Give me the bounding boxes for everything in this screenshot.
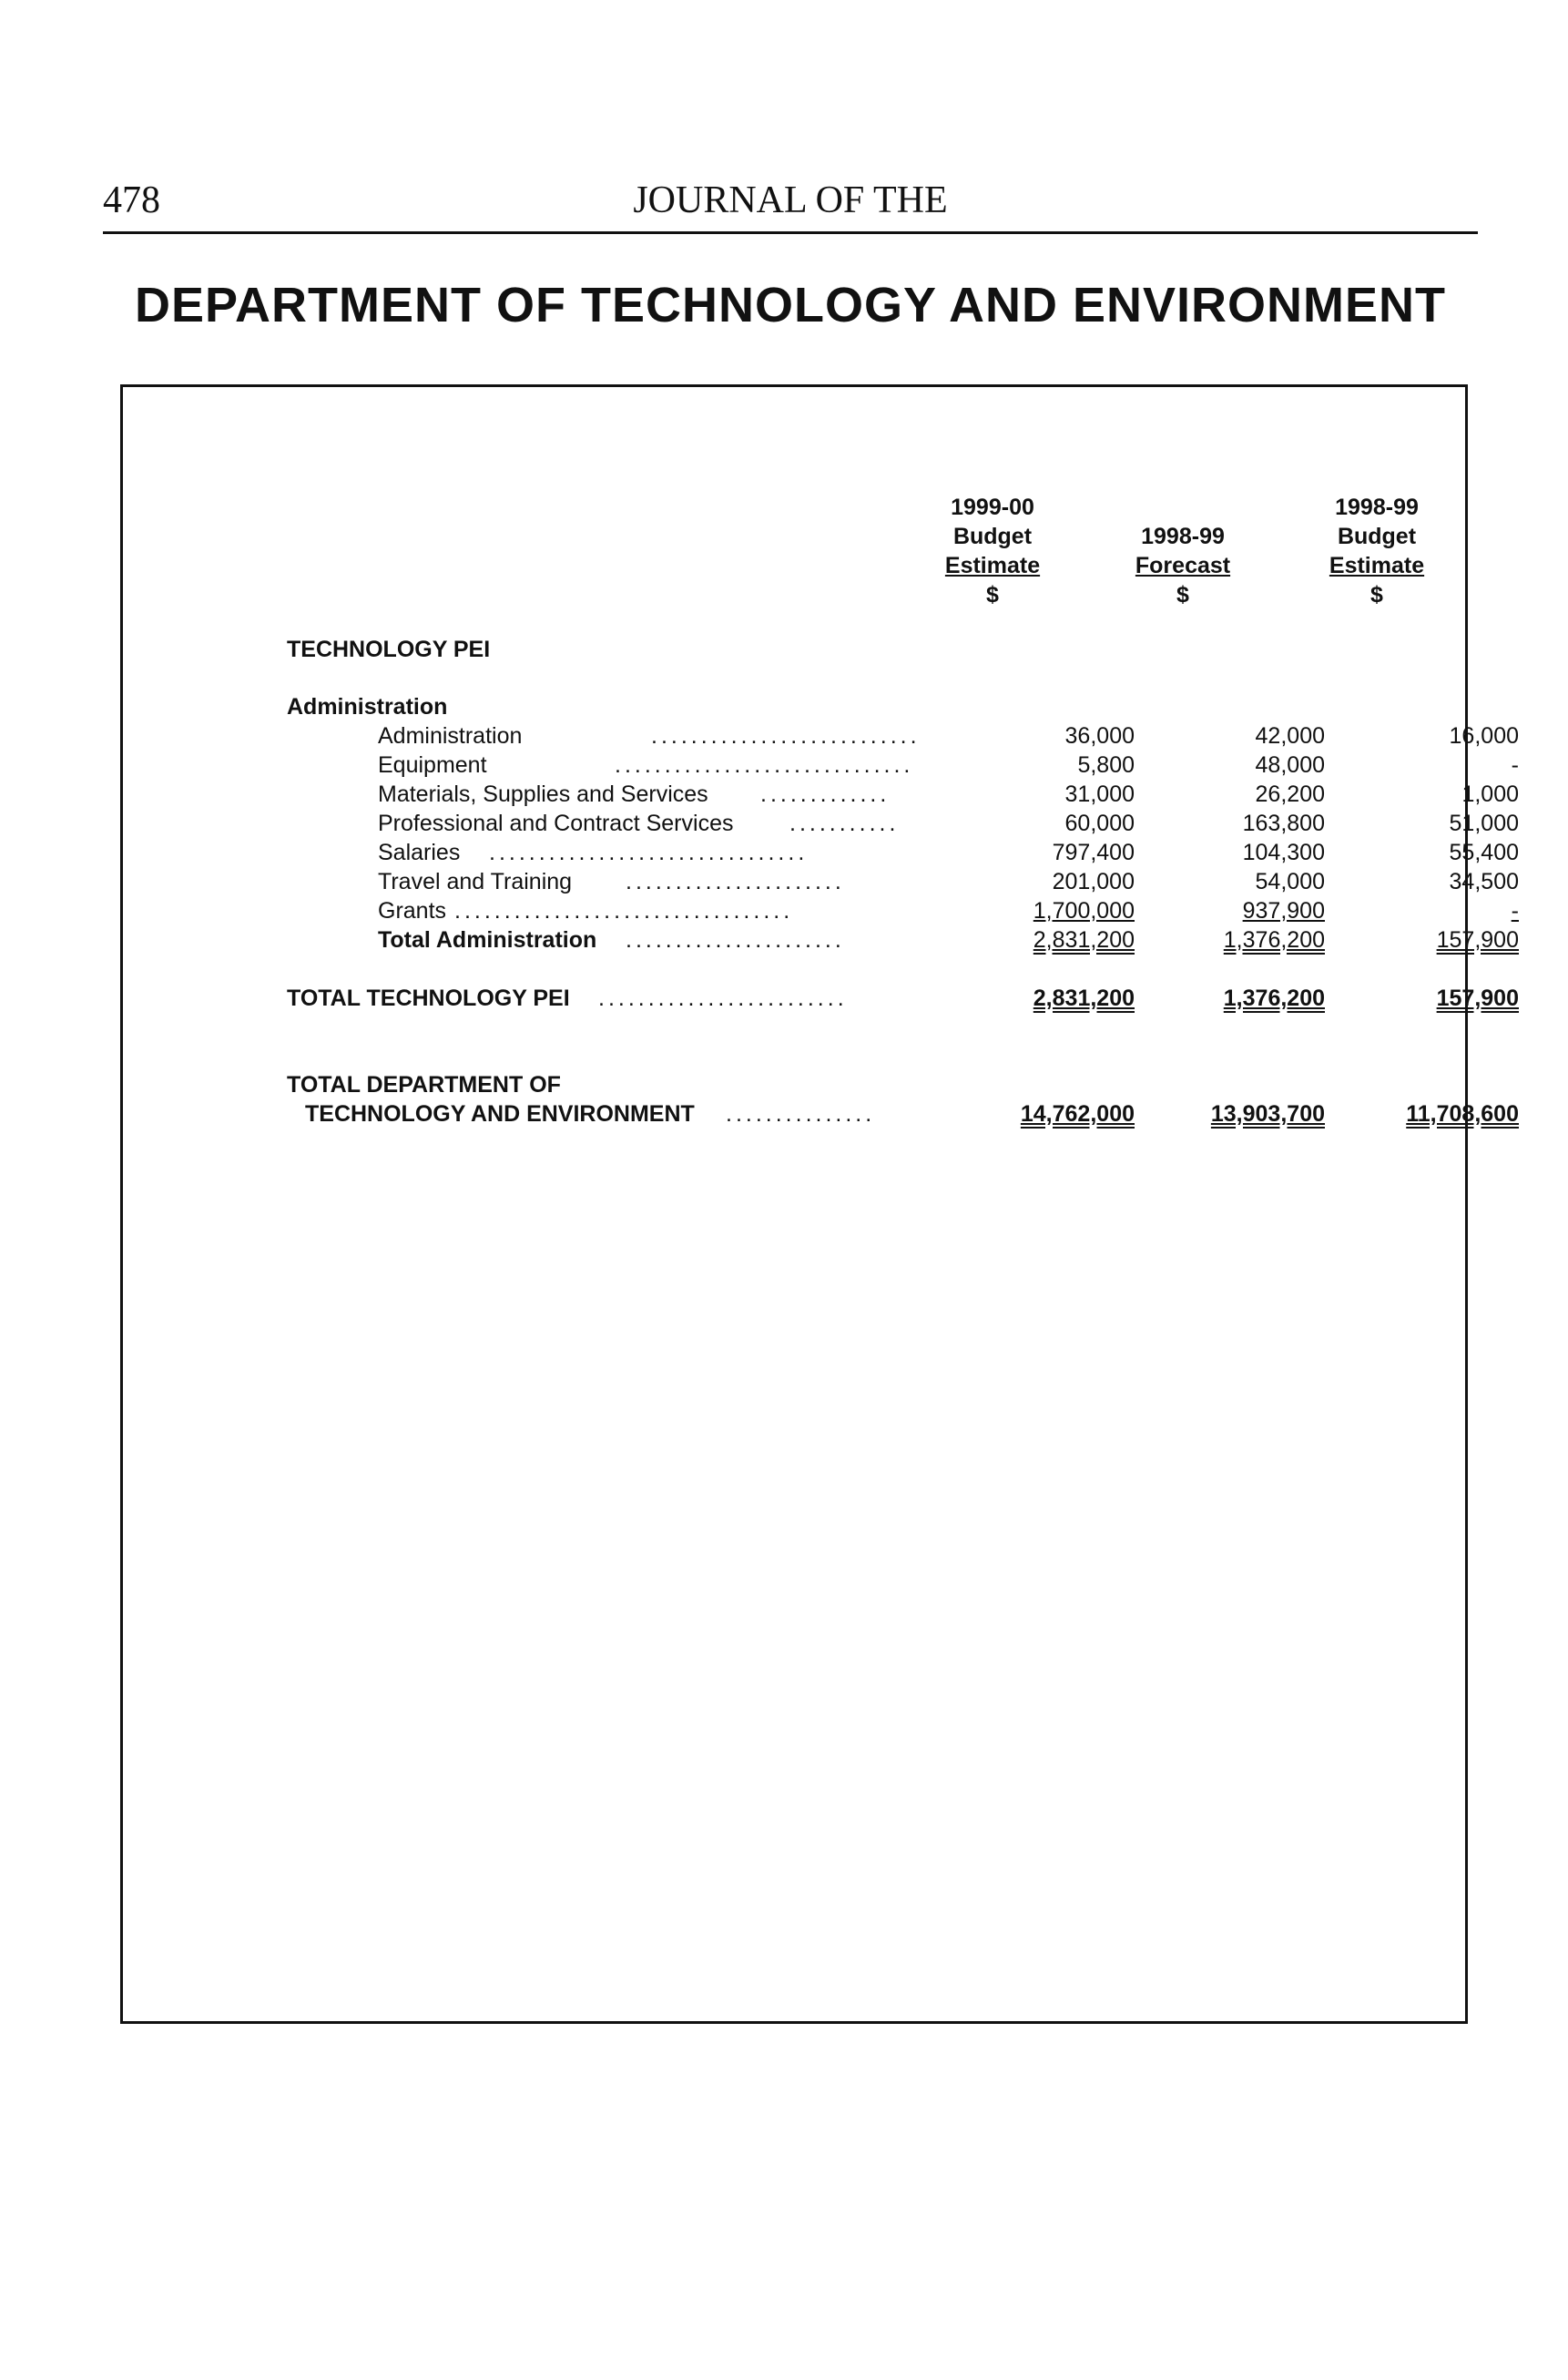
leader-dots: ............... xyxy=(726,1101,876,1127)
column-header-line1: 1999-00 xyxy=(951,495,1034,520)
leader-dots: ...................... xyxy=(626,927,845,953)
value-1998-99-estimate: 51,000 xyxy=(1449,811,1519,836)
column-header-currency: $ xyxy=(1370,582,1383,608)
column-header-1998-99-budget-estimate xyxy=(1286,493,1468,609)
value-1998-99-forecast: 937,900 xyxy=(1242,898,1325,924)
value-1999-00-estimate: 14,762,000 xyxy=(1020,1101,1135,1127)
value-1998-99-estimate: - xyxy=(1511,752,1519,778)
value-1999-00-estimate: 2,831,200 xyxy=(1033,986,1135,1011)
section-heading xyxy=(287,635,1553,664)
value-1998-99-forecast: 1,376,200 xyxy=(1223,986,1325,1011)
total-department-row xyxy=(287,1099,1553,1129)
line-item-row xyxy=(287,751,1553,780)
line-item-row xyxy=(287,809,1553,838)
total-administration-row xyxy=(287,925,1553,955)
value-1998-99-forecast: 26,200 xyxy=(1255,781,1325,807)
column-header-line3: Estimate xyxy=(1329,553,1425,578)
value-1998-99-estimate: 34,500 xyxy=(1449,869,1519,894)
column-header-currency: $ xyxy=(986,582,999,608)
leader-dots: ................................ xyxy=(489,840,809,865)
line-item-row xyxy=(287,721,1553,751)
total-technology-pei-label: TOTAL TECHNOLOGY PEI xyxy=(287,986,570,1011)
column-header-line1 xyxy=(1092,493,1274,522)
total-technology-pei-row xyxy=(287,984,1553,1013)
leader-dots: ......................... xyxy=(598,986,848,1011)
value-1998-99-forecast: 48,000 xyxy=(1255,752,1325,778)
page-number: 478 xyxy=(103,179,160,221)
line-item-label: Professional and Contract Services xyxy=(378,811,734,836)
total-department-heading-row xyxy=(287,1070,1553,1099)
line-item-label: Administration xyxy=(378,723,523,749)
value-1999-00-estimate: 1,700,000 xyxy=(1033,898,1135,924)
column-header-line2: 1998-99 xyxy=(1141,524,1225,549)
value-1999-00-estimate: 5,800 xyxy=(1077,752,1135,778)
line-item-row xyxy=(287,896,1553,925)
column-header-1998-99-forecast xyxy=(1092,493,1274,609)
value-1999-00-estimate: 60,000 xyxy=(1064,811,1135,836)
line-item-label: Travel and Training xyxy=(378,869,573,894)
total-department-label-line1: TOTAL DEPARTMENT OF xyxy=(287,1072,561,1098)
line-item-label: Salaries xyxy=(378,840,461,865)
running-head xyxy=(103,171,1478,234)
value-1998-99-estimate: 157,900 xyxy=(1436,927,1519,953)
value-1999-00-estimate: 31,000 xyxy=(1064,781,1135,807)
leader-dots: ...................... xyxy=(626,869,845,894)
value-1998-99-forecast: 13,903,700 xyxy=(1210,1101,1325,1127)
column-header-line3: Estimate xyxy=(944,553,1041,578)
line-item-label: Materials, Supplies and Services xyxy=(378,781,708,807)
value-1998-99-forecast: 163,800 xyxy=(1242,811,1325,836)
value-1998-99-estimate: 157,900 xyxy=(1436,986,1519,1011)
leader-dots: ............. xyxy=(760,781,891,807)
column-header-1999-00-budget-estimate xyxy=(901,493,1084,609)
line-item-row xyxy=(287,867,1553,896)
value-1999-00-estimate: 201,000 xyxy=(1052,869,1135,894)
journal-title: JOURNAL OF THE xyxy=(633,179,948,221)
column-header-line2: Budget xyxy=(1337,524,1417,549)
budget-table-frame xyxy=(120,384,1519,2024)
value-1998-99-estimate: 1,000 xyxy=(1461,781,1519,807)
leader-dots: .................................. xyxy=(454,898,794,924)
column-header-line1: 1998-99 xyxy=(1335,495,1419,520)
value-1998-99-estimate: 55,400 xyxy=(1449,840,1519,865)
department-title: DEPARTMENT OF TECHNOLOGY AND ENVIRONMENT xyxy=(134,278,1447,332)
subsection-heading xyxy=(287,692,1553,721)
line-item-label: Equipment xyxy=(378,752,487,778)
line-item-row xyxy=(287,780,1553,809)
line-item-row xyxy=(287,838,1553,867)
leader-dots: .............................. xyxy=(615,752,914,778)
value-1998-99-forecast: 42,000 xyxy=(1255,723,1325,749)
value-1998-99-estimate: 11,708,600 xyxy=(1406,1101,1519,1127)
total-administration-label: Total Administration xyxy=(378,927,597,953)
column-header-line3: Forecast xyxy=(1135,553,1231,578)
column-header-currency: $ xyxy=(1176,582,1189,608)
value-1998-99-estimate: - xyxy=(1511,898,1519,924)
column-header-line2: Budget xyxy=(952,524,1033,549)
leader-dots: ........... xyxy=(789,811,900,836)
value-1998-99-estimate: 16,000 xyxy=(1449,723,1519,749)
value-1998-99-forecast: 1,376,200 xyxy=(1223,927,1325,953)
value-1999-00-estimate: 36,000 xyxy=(1064,723,1135,749)
leader-dots: ........................... xyxy=(651,723,921,749)
section-title: TECHNOLOGY PEI xyxy=(287,637,491,662)
value-1998-99-forecast: 54,000 xyxy=(1255,869,1325,894)
total-department-label-line2: TECHNOLOGY AND ENVIRONMENT xyxy=(305,1101,695,1127)
value-1998-99-forecast: 104,300 xyxy=(1242,840,1325,865)
line-item-label: Grants xyxy=(378,898,447,924)
subsection-title: Administration xyxy=(287,694,448,720)
value-1999-00-estimate: 2,831,200 xyxy=(1033,927,1135,953)
value-1999-00-estimate: 797,400 xyxy=(1052,840,1135,865)
